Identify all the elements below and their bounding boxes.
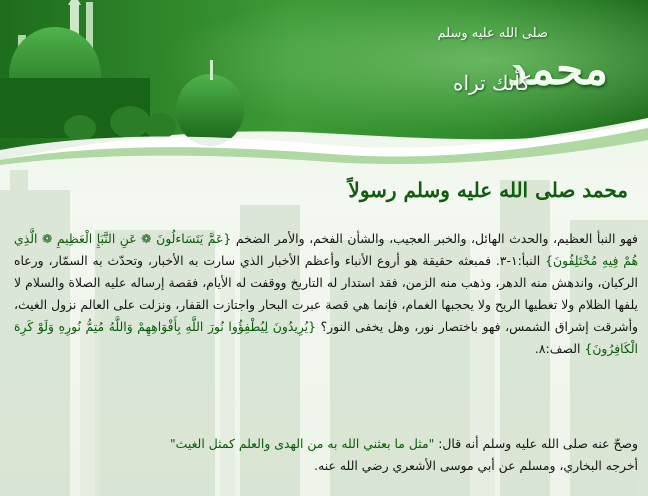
header-title: محمد (507, 44, 608, 95)
hadith-section (14, 433, 638, 477)
body-text-part: النبأ:١-٣. فمبعثه حقيقة هو أروع الأنباء وأعظم الأخبار الذي سارت به الأخبار، وتحدّث به السمّار، ورعاه الركبان، واندهش منه الدهر، وذهب منه الزمن، فقد استدار له التاريخ ووقفت له الأيام، فقصة إرساله عليه الصلاة والسلام لا يلفها الظلام ولا تغطيها الريح ولا يحجبها الغمام، فإنما هي قصة عبرت البحار واجتازت القفار، ونزلت على العالم نزول الغيث، وأشرقت إشراق الشمس، فهو باختصار نور، وهل يخفى النور؟ (14, 253, 638, 334)
quran-verse: {عَمَّ يَتَسَاءلُونَ ❁ عَنِ النَّبَإِ الْعَظِيمِ ❁ الَّذِي هُمْ فِيهِ مُخْتَلِفُونَ} (14, 231, 638, 268)
quran-verse: {يُرِيدُونَ لِيُطْفِؤُوا نُورَ اللَّهِ بِأَفْوَاهِهِمْ وَاللَّهُ مُتِمُّ نُورِهِ وَلَوْ كَرِهَ الْكَافِرُونَ} (14, 319, 638, 356)
hadith-line (14, 433, 638, 455)
header-subtitle: كأنك تراه (452, 71, 530, 95)
verse-reference: الصف:٨. (534, 341, 585, 356)
section-heading: محمد صلى الله عليه وسلم رسولاً (348, 178, 628, 202)
hadith-intro: وصحّ عنه صلى الله عليه وسلم أنه قال: (434, 436, 638, 451)
body-text-part: فهو النبأ العظيم، والحدث الهائل، والخبر العجيب، والشأن الفخم، والأمر الضخم (231, 231, 638, 246)
body-text (14, 228, 638, 360)
body-paragraph (14, 228, 638, 360)
hadith-quote: "مثل ما بعثني الله به من الهدى والعلم كمثل الغيث" (169, 436, 435, 451)
header-salawat: صلى الله عليه وسلم (437, 26, 548, 41)
hadith-source: أخرجه البخاري، ومسلم عن أبي موسى الأشعري رضي الله عنه. (314, 458, 638, 473)
